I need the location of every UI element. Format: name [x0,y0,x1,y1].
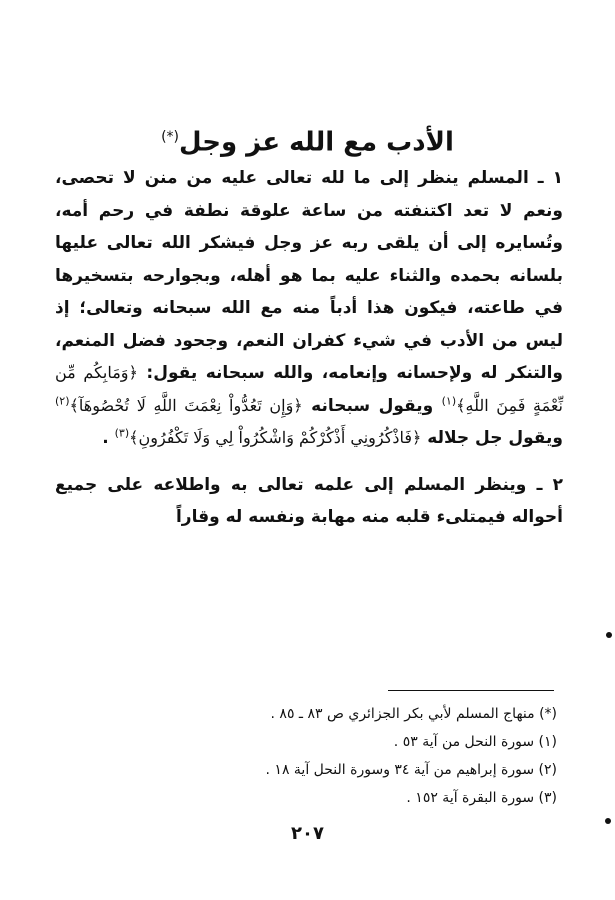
footnote: (١) سورة النحل من آية ٥٣ . [393,734,557,750]
quran-verse: ﴿فَاذْكُرُونِي أَذْكُرْكُمْ وَاشْكُرُواْ لِي وَلَا تَكْفُرُونِ﴾ [129,428,422,447]
footnote-reference: (١) [441,393,457,407]
paragraph-text: ويقول جل جلاله [421,428,563,448]
paragraph-text: ١ ـ المسلم ينظر إلى ما لله تعالى عليه من منن لا تحصى، ونعم لا تعد اكتنفته من ساعة علوقة نطفة في رحم أمه، وتُسايره إلى أن يلقى ربه عز وجل فيشكر الله تعالى عليها بلسانه بحمده والثناء عليه بما هو أهله، وبجوارحه بتسخيرها في طاعته، فيكون هذا أدباً منه مع الله سبحانه وتعالى؛ إذ ليس من الأدب في شيء كفران النعم، وجحود فضل المنعم، والتنكر له ولإحسانه وإنعامه، والله سبحانه يقول: [55,168,563,383]
footnote-reference: (٢) [55,393,70,407]
paragraph-text: ٢ ـ وينظر المسلم إلى علمه تعالى به واطلاعه على جميع أحواله فيمتلىء قلبه منه مهابة ونفسه له وقاراً [55,474,563,527]
footnote: (٣) سورة البقرة آية ١٥٢ . [406,790,557,806]
scan-speck [606,632,612,638]
chapter-title-text: الأدب مع الله عز وجل [179,128,454,159]
paragraph [55,162,563,455]
page-number: ٢٠٧ [291,823,324,844]
body-text [55,162,563,534]
footnote: (٢) سورة إبراهيم من آية ٣٤ وسورة النحل آية ١٨ . [265,762,557,778]
footnote: (*) منهاج المسلم لأبي بكر الجزائري ص ٨٣ ـ ٨٥ . [270,706,557,722]
paragraph-text: ويقول سبحانه [302,395,442,416]
scan-speck [605,818,611,824]
paragraph-text: . [102,428,115,448]
quran-verse: ﴿وَمَابِكُم مِّن نِّعْمَةٍ فَمِنَ اللَّهِ﴾ [55,363,563,415]
footnotes [57,700,557,812]
quran-verse: ﴿وَإِن تَعُدُّواْ نِعْمَتَ اللَّهِ لَا تُحْصُوهَآ﴾ [69,395,303,415]
title-footnote-marker: (*) [161,129,180,146]
paragraph [55,469,563,534]
footnote-reference: (٣) [114,426,130,440]
footnote-separator [388,690,554,691]
chapter-title [0,117,615,163]
